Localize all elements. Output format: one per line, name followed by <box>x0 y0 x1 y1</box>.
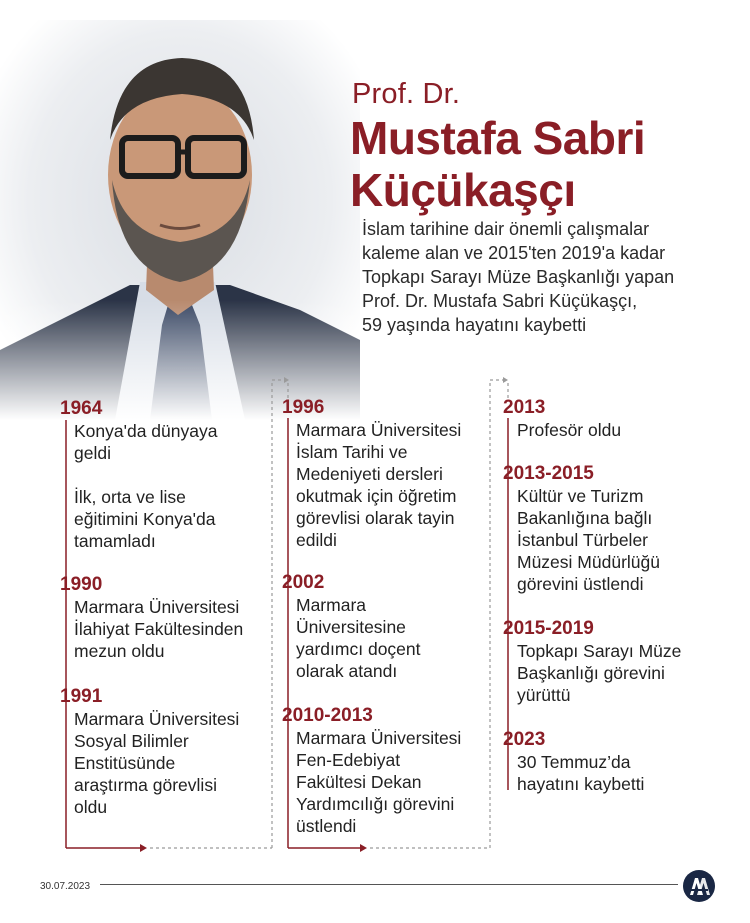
entry-year: 1990 <box>60 574 103 595</box>
timeline-entry-2013-2015 <box>503 463 660 595</box>
entry-year: 2010-2013 <box>282 705 373 726</box>
entry-year: 2013 <box>503 397 546 418</box>
entry-text: Kültür ve Turizm Bakanlığına bağlı İstanbul Türbeler Müzesi Müdürlüğü görevini üstlendi <box>517 486 660 594</box>
entry-text: 30 Temmuz’da hayatını kaybetti <box>517 752 645 794</box>
entry-text: Marmara Üniversitesine yardımcı doçent olarak atandı <box>296 595 421 681</box>
timeline-entry-1996 <box>282 397 461 551</box>
timeline-entry-2002 <box>282 572 421 682</box>
timeline-entry-2010-2013 <box>282 705 461 837</box>
entry-year: 2015-2019 <box>503 618 594 639</box>
entry-text: Konya'da dünyaya geldi İlk, orta ve lise eğitimini Konya'da tamamladı <box>74 421 218 551</box>
footer-date: 30.07.2023 <box>40 881 91 892</box>
timeline-entry-1990 <box>60 574 243 662</box>
entry-text: Marmara Üniversitesi Fen-Edebiyat Fakültesi Dekan Yardımcılığı görevini üstlendi <box>296 728 462 836</box>
timeline-entry-2023 <box>503 729 644 795</box>
entry-year: 2013-2015 <box>503 463 594 484</box>
person-name-line2: Küçükaşçı <box>350 164 576 216</box>
aa-logo-icon <box>682 869 716 903</box>
entry-year: 1996 <box>282 397 325 418</box>
entry-text: Marmara Üniversitesi İlahiyat Fakültesinden mezun oldu <box>74 597 244 661</box>
entry-year: 2023 <box>503 729 546 750</box>
timeline-entry-1991 <box>60 686 239 818</box>
timeline-entry-2015-2019 <box>503 618 681 706</box>
entry-text: Marmara Üniversitesi İslam Tarihi ve Medeniyeti dersleri okutmak için öğretim görevlisi olarak tayin edildi <box>296 420 462 550</box>
title-prefix: Prof. Dr. <box>352 78 461 110</box>
entry-year: 1991 <box>60 686 103 707</box>
footer-divider <box>100 884 678 885</box>
person-name-line1: Mustafa Sabri <box>350 112 646 164</box>
timeline-entry-1964 <box>60 398 217 552</box>
entry-year: 2002 <box>282 572 325 593</box>
timeline-entry-2013 <box>503 397 621 441</box>
entry-year: 1964 <box>60 398 103 419</box>
entry-text: Marmara Üniversitesi Sosyal Bilimler Enstitüsünde araştırma görevlisi oldu <box>74 709 240 817</box>
intro-text: İslam tarihine dair önemli çalışmalar kaleme alan ve 2015'ten 2019'a kadar Topkapı Sarayı Müze Başkanlığı yapan Prof. Dr. Mustafa Sabri Küçükaşçı, 59 yaşında hayatını kaybetti <box>362 219 675 335</box>
entry-text: Profesör oldu <box>517 420 622 440</box>
entry-text: Topkapı Sarayı Müze Başkanlığı görevini yürüttü <box>517 641 682 705</box>
